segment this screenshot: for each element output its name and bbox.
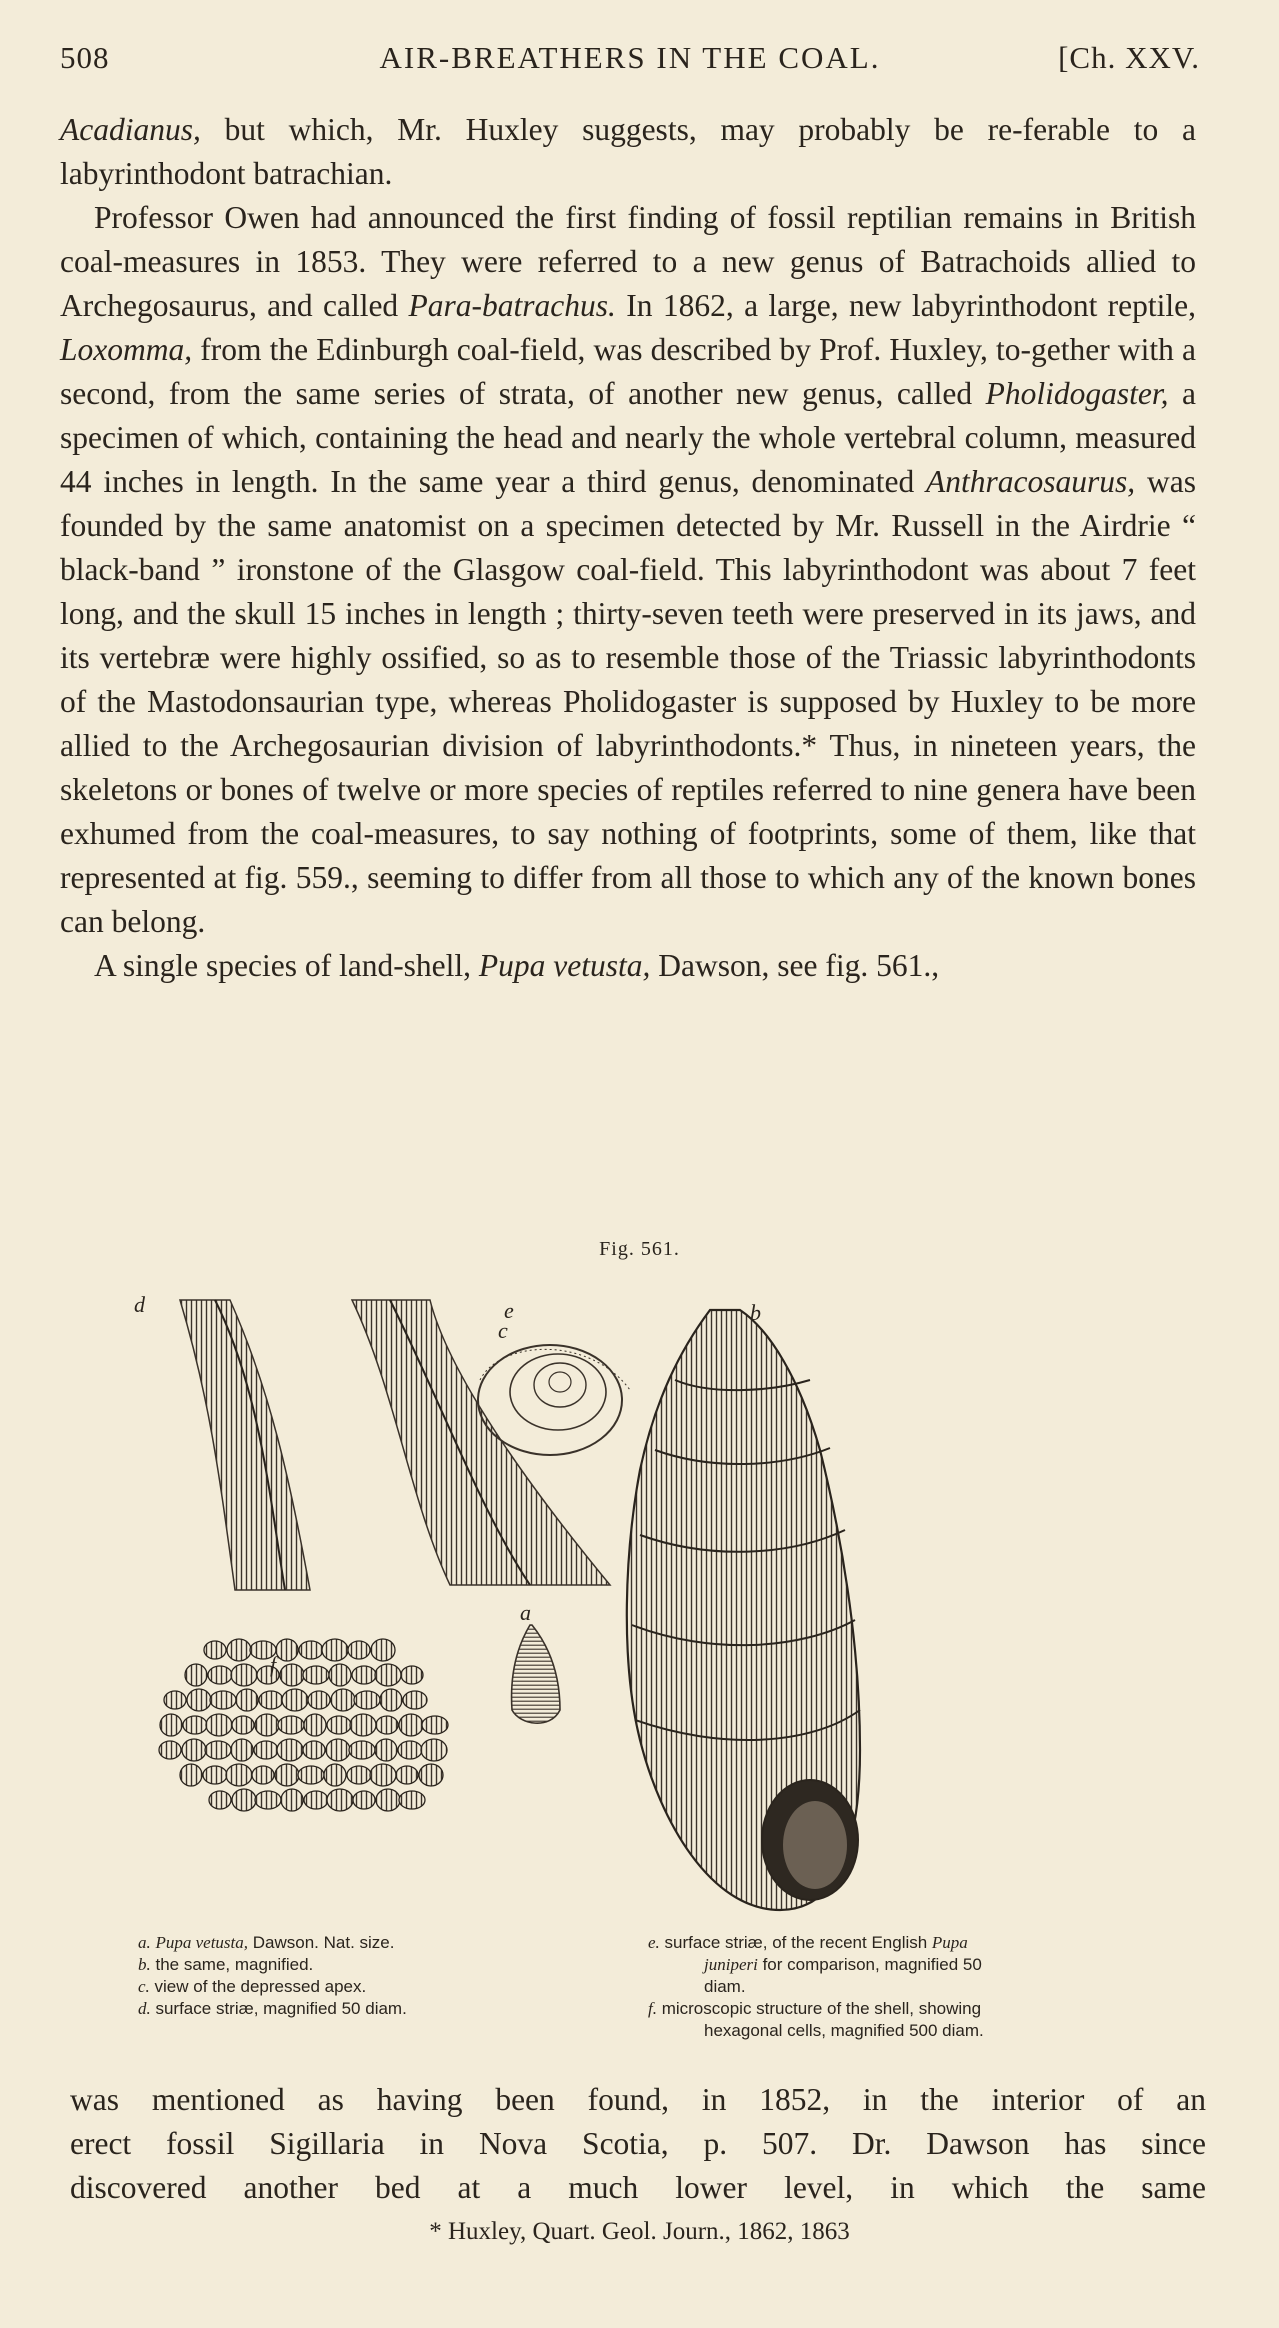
- hexagonal-cell: [350, 1714, 376, 1736]
- legend-right: [648, 1932, 1168, 2042]
- italic-loxomma: Loxomma,: [60, 332, 193, 367]
- legend-e-cont2: diam.: [704, 1977, 746, 1996]
- figure-caption: Fig. 561.: [599, 1238, 680, 1260]
- paragraph-3: [60, 944, 1196, 988]
- paragraph-4: [70, 2078, 1206, 2210]
- hexagonal-cell: [299, 1641, 323, 1659]
- hexagonal-cell: [209, 1791, 231, 1809]
- hexagonal-cell: [185, 1664, 207, 1686]
- legend-c-key: c.: [138, 1977, 150, 1996]
- legend-d: [138, 1998, 608, 2020]
- hexagonal-cells-f: [159, 1639, 448, 1811]
- apex-spiral-c: [478, 1345, 630, 1455]
- striae-panel-d: [180, 1300, 310, 1590]
- legend-e-key: e.: [648, 1933, 660, 1952]
- running-title: AIR-BREATHERS IN THE COAL.: [379, 40, 881, 75]
- p2-text-d: a specimen of which, containing the head and nearly the whole vertebral column, measured 44 inches in length. In the same year a third genus, denominated: [60, 376, 1197, 499]
- p2-text-c: from the Edinburgh coal-field, was described by Prof. Huxley, to-gether with a second, from the same series of strata, of another new genus, called: [60, 332, 1196, 411]
- hexagonal-cell: [421, 1739, 447, 1761]
- legend-d-key: d.: [138, 1999, 151, 2018]
- hexagonal-cell: [308, 1691, 330, 1709]
- p2-text-b: In 1862, a large, new labyrinthodont reptile,: [615, 288, 1196, 323]
- hexagonal-cell: [282, 1689, 308, 1711]
- figure-legend: [138, 1932, 1158, 2052]
- legend-a-text: Dawson. Nat. size.: [248, 1933, 395, 1952]
- hexagonal-cell: [259, 1691, 283, 1709]
- hexagonal-cell: [401, 1666, 423, 1684]
- hexagonal-cell: [303, 1741, 325, 1759]
- hexagonal-cell: [205, 1741, 231, 1759]
- legend-e-cont: [648, 1954, 1168, 1976]
- hexagonal-cell: [398, 1741, 422, 1759]
- hexagonal-cell: [399, 1791, 425, 1809]
- hexagonal-cell: [329, 1664, 351, 1686]
- hexagonal-cell: [277, 1739, 303, 1761]
- hexagonal-cell: [203, 1766, 227, 1784]
- hexagonal-cell: [252, 1766, 274, 1784]
- hexagonal-cell: [278, 1716, 304, 1734]
- legend-b-key: b.: [138, 1955, 151, 1974]
- legend-e-species: Pupa: [931, 1933, 968, 1952]
- hexagonal-cell: [159, 1741, 181, 1759]
- shell-natural-size-a: [512, 1625, 560, 1723]
- hexagonal-cell: [348, 1641, 370, 1659]
- hexagonal-cell: [164, 1691, 186, 1709]
- hexagonal-cell: [353, 1791, 375, 1809]
- hexagonal-cell: [370, 1764, 396, 1786]
- hexagonal-cell: [187, 1689, 211, 1711]
- legend-c: [138, 1976, 608, 1998]
- footnote: * Huxley, Quart. Geol. Journ., 1862, 1863: [429, 2218, 850, 2245]
- page-number: 508: [60, 40, 110, 75]
- hexagonal-cell: [331, 1689, 355, 1711]
- figure-illustration: [120, 1280, 1160, 1920]
- hexagonal-cell: [160, 1714, 182, 1736]
- legend-f: [648, 1998, 1168, 2020]
- paragraph-1-text: but which, Mr. Huxley suggests, may probably be re-ferable to a labyrinthodont batrachian.: [60, 112, 1196, 191]
- label-c-text: c: [498, 1318, 508, 1343]
- p2-text-e: was founded by the same anatomist on a specimen detected by Mr. Russell in the Airdrie “ black-band ” ironstone of the Glasgow coal-field. This labyrinthodont was about 7 feet long, and the skull 15 inches in length ; thirty-seven teeth were preserved in its jaws, and its vertebræ were highly ossified, so as to resemble those of the Triassic labyrinthodonts of the Mastodonsaurian type, whereas Pholidogaster is supposed by Huxley to be more allied to the Archegosaurian division of labyrinthodonts.* Thus, in nineteen years, the skeletons or bones of twelve or more species of reptiles referred to nine genera have been exhumed from the coal-measures, to say nothing of footprints, some of them, like that represented at fig. 559., seeming to differ from all those to which any of the known bones can belong.: [60, 464, 1196, 939]
- hexagonal-cell: [419, 1764, 443, 1786]
- hexagonal-cell: [231, 1739, 253, 1761]
- striae-panel-e: [352, 1300, 610, 1585]
- legend-e-cont-text: for comparison, magnified 50: [757, 1955, 982, 1974]
- legend-f-text: microscopic structure of the shell, showing: [656, 1999, 982, 2018]
- hexagonal-cell: [322, 1639, 348, 1661]
- legend-b: [138, 1954, 608, 1976]
- paragraph-2: [60, 196, 1196, 944]
- hexagonal-cell: [204, 1641, 226, 1659]
- hexagonal-cell: [227, 1639, 251, 1661]
- legend-a-species: Pupa vetusta,: [155, 1933, 249, 1952]
- legend-a-key: a.: [138, 1933, 151, 1952]
- p4-line-3: discovered another bed at a much lower level, in which the same: [70, 2170, 1206, 2205]
- hexagonal-cell: [327, 1789, 353, 1811]
- italic-parabatrachus: Para-batrachus.: [408, 288, 616, 323]
- legend-e-text: surface striæ, of the recent English: [659, 1933, 932, 1952]
- label-f-text: f: [270, 1652, 277, 1677]
- running-header: [60, 40, 1200, 80]
- hexagonal-cell: [327, 1716, 351, 1734]
- label-b-text: b: [750, 1300, 761, 1325]
- hexagonal-cell: [376, 1716, 398, 1734]
- p4-line-2: erect fossil Sigillaria in Nova Scotia, p. 507. Dr. Dawson has since: [70, 2126, 1206, 2161]
- legend-f-cont: hexagonal cells, magnified 500 diam.: [704, 2021, 984, 2040]
- italic-pholidogaster: Pholidogaster,: [985, 376, 1169, 411]
- hexagonal-cell: [324, 1764, 346, 1786]
- label-a-text: a: [520, 1600, 531, 1625]
- p2-text-a: Professor Owen had announced the first finding of fossil reptilian remains in British coal-measures in 1853. They were referred to a new genus of Batrachoids allied to Archegosaurus, and called: [60, 200, 1196, 323]
- paragraph-1: [60, 108, 1196, 196]
- hexagonal-cell: [280, 1664, 304, 1686]
- legend-d-text: surface striæ, magnified 50 diam.: [150, 1999, 407, 2018]
- figure-561: [120, 1280, 1160, 1920]
- shell-magnified-b: [627, 1310, 860, 1910]
- hexagonal-cell: [276, 1639, 298, 1661]
- hexagonal-cell: [226, 1764, 252, 1786]
- hexagonal-cell: [236, 1689, 258, 1711]
- hexagonal-cell: [349, 1741, 375, 1759]
- legend-b-text: the same, magnified.: [150, 1955, 314, 1974]
- italic-anthracosaurus: Anthracosaurus,: [926, 464, 1136, 499]
- hexagonal-cell: [206, 1714, 232, 1736]
- legend-c-text: view of the depressed apex.: [149, 1977, 367, 1996]
- hexagonal-cell: [422, 1716, 448, 1734]
- legend-e-cont-species: juniperi: [704, 1955, 758, 1974]
- hexagonal-cell: [208, 1666, 232, 1684]
- hexagonal-cell: [183, 1716, 207, 1734]
- hexagonal-cell: [254, 1741, 278, 1759]
- italic-pupa-vetusta: Pupa vetusta,: [478, 948, 651, 983]
- hexagonal-cell: [182, 1739, 206, 1761]
- hexagonal-cell: [304, 1714, 326, 1736]
- hexagonal-cell: [375, 1739, 397, 1761]
- p3-text-b: Dawson, see fig. 561.,: [650, 948, 940, 983]
- hexagonal-cell: [380, 1689, 402, 1711]
- hexagonal-cell: [232, 1716, 254, 1734]
- hexagonal-cell: [281, 1789, 303, 1811]
- legend-f-key: f.: [648, 1999, 657, 2018]
- hexagonal-cell: [399, 1714, 423, 1736]
- hexagonal-cell: [376, 1789, 400, 1811]
- hexagonal-cell: [180, 1764, 202, 1786]
- hexagonal-cell: [396, 1766, 418, 1784]
- hexagonal-cell: [303, 1666, 329, 1684]
- main-text: [60, 108, 1196, 988]
- hexagonal-cell: [326, 1739, 350, 1761]
- chapter-label: [Ch. XXV.: [1058, 40, 1200, 75]
- hexagonal-cell: [232, 1789, 256, 1811]
- hexagonal-cell: [375, 1664, 401, 1686]
- hexagonal-cell: [352, 1666, 376, 1684]
- p3-text-a: A single species of land-shell,: [94, 948, 479, 983]
- hexagonal-cell: [231, 1664, 257, 1686]
- hexagonal-cell: [255, 1791, 281, 1809]
- hexagonal-cell: [347, 1766, 371, 1784]
- legend-left: [138, 1932, 608, 2020]
- hexagonal-cell: [210, 1691, 236, 1709]
- hexagonal-cell: [255, 1714, 279, 1736]
- hexagonal-cell: [298, 1766, 324, 1784]
- hexagonal-cell: [354, 1691, 380, 1709]
- legend-a: [138, 1932, 608, 1954]
- p4-line-1: was mentioned as having been found, in 1852, in the interior of an: [70, 2082, 1206, 2117]
- legend-e: [648, 1932, 1168, 1954]
- hexagonal-cell: [304, 1791, 328, 1809]
- hexagonal-cell: [371, 1639, 395, 1661]
- label-d-text: d: [134, 1292, 145, 1317]
- hexagonal-cell: [403, 1691, 427, 1709]
- italic-acadianus: Acadianus,: [60, 112, 201, 147]
- hexagonal-cell: [275, 1764, 299, 1786]
- label-e-text: e: [504, 1298, 514, 1323]
